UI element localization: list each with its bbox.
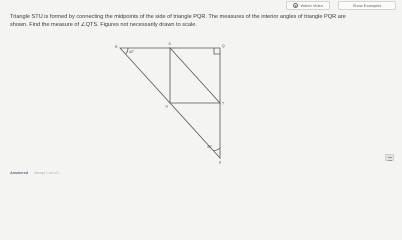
- angle-r-label: 42°: [129, 50, 135, 54]
- show-examples-label: Show Examples: [352, 3, 382, 8]
- top-actions: [286, 1, 396, 10]
- show-examples-button[interactable]: [338, 1, 396, 10]
- question-line-1: Triangle STU is formed by connecting the midpoints of the side of triangle PQR. The measures of the interior angles of triangle PQR are: [10, 14, 346, 20]
- footer: [10, 171, 59, 175]
- question-line-2: shown. Find the measure of ∠QTS. Figures not necessarily drawn to scale.: [10, 21, 197, 28]
- angle-arc-r: [126, 48, 128, 54]
- attempt-text: Attempt 1 out of 2: [34, 171, 60, 175]
- keyboard-icon[interactable]: [385, 154, 394, 161]
- label-p: P: [219, 161, 222, 165]
- right-angle-mark-q: [214, 48, 220, 54]
- angle-p-label: 49°: [207, 145, 213, 149]
- label-t: T: [222, 101, 225, 106]
- label-q: Q: [222, 44, 225, 48]
- label-s: S: [168, 42, 171, 46]
- label-u: U: [165, 104, 168, 109]
- watch-video-label: Watch Video: [300, 3, 323, 8]
- watch-video-button[interactable]: [286, 1, 330, 10]
- play-circle-icon: [293, 3, 298, 8]
- question-text: [10, 14, 395, 29]
- label-r: R: [115, 45, 118, 49]
- triangle-stu: [170, 48, 220, 103]
- answered-label: Answered: [10, 171, 29, 175]
- angle-arc-p: [213, 148, 220, 151]
- triangle-figure: [110, 40, 230, 170]
